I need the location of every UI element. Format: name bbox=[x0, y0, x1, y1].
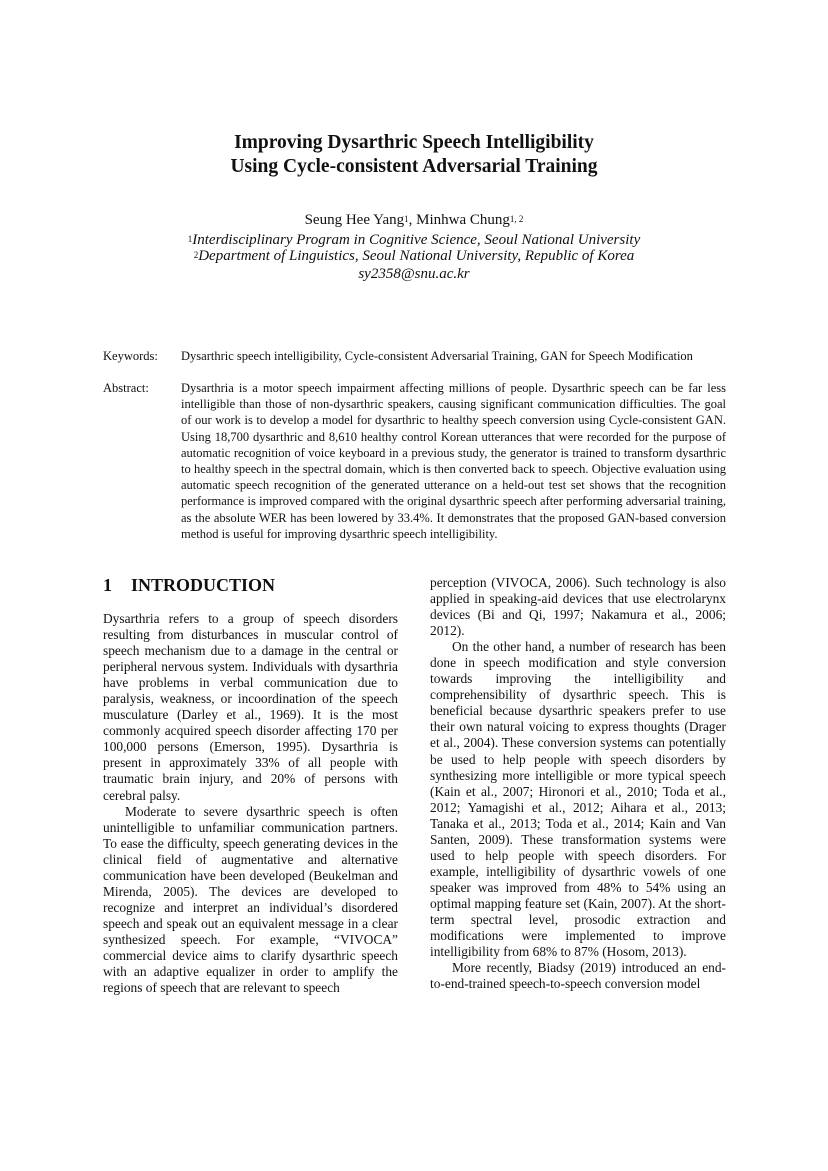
author-email: sy2358@snu.ac.kr bbox=[358, 266, 470, 282]
keywords-label: Keywords: bbox=[103, 349, 158, 363]
abstract-text: Dysarthria is a motor speech impairment affecting millions of people. Dysarthric speech can be far less intelligible than those of non-dysarthric speakers, causing significant communication difficulties. The goal of our work is to develop a model for dysarthric to healthy speech conversion using Cycle-consistent GAN. Using 18,700 dysarthric and 8,610 healthy control Korean utterances that were recorded for the purpose of automatic recognition of voice keyboard in a previous study, the generator is trained to transform dysarthric to healthy speech in the spectral domain, which is then converted back to speech. Objective evaluation using automatic speech recognition of the generated utterance on a held-out test set shows that the recognition performance is improved compared with the original dysarthric speech after performing adversarial training, as the absolute WER has been lowered by 33.4%. It demonstrates that the proposed GAN-based conversion method is useful for improving dysarthric speech intelligibility. bbox=[181, 381, 726, 541]
author-separator: , bbox=[408, 212, 417, 228]
author-affiliation-mark: 1, 2 bbox=[509, 214, 524, 224]
body-paragraph: More recently, Biadsy (2019) introduced an end-to-end-trained speech-to-speech conversion model bbox=[430, 960, 726, 992]
author-affiliation-mark: 1 bbox=[404, 214, 409, 224]
author-name: Minhwa Chung bbox=[416, 212, 510, 228]
section-number: 1 bbox=[103, 575, 112, 595]
author-name: Seung Hee Yang bbox=[304, 212, 405, 228]
paper-title-line-2: Using Cycle-consistent Adversarial Training bbox=[230, 156, 598, 177]
body-paragraph: perception (VIVOCA, 2006). Such technology is also applied in speaking-aid devices that use electrolarynx devices (Bi and Qi, 1997; Nakamura et al., 2006; 2012). bbox=[430, 575, 726, 639]
left-column bbox=[103, 611, 398, 996]
paper-title-line-1: Improving Dysarthric Speech Intelligibility bbox=[234, 132, 594, 153]
section-title: INTRODUCTION bbox=[131, 575, 276, 595]
affiliation-text: Interdisciplinary Program in Cognitive Science, Seoul National University bbox=[192, 232, 641, 248]
affiliation-mark: 1 bbox=[187, 234, 193, 244]
right-column bbox=[430, 575, 726, 992]
abstract-label: Abstract: bbox=[103, 381, 149, 395]
body-paragraph: On the other hand, a number of research has been done in speech modification and style conversion towards improving the intelligibility and comprehensibility of dysarthric speech. This is beneficial because dysarthric speakers prefer to use their own natural voicing to express thoughts (Drager et al., 2004). These conversion systems can potentially be used to help people with speech disorders by synthesizing more intelligible or more typical speech (Kain et al., 2007; Hironori et al., 2010; Toda et al., 2012; Yamagishi et al., 2012; Aihara et al., 2013; Tanaka et al., 2013; Toda et al., 2014; Kain and Van Santen, 2009). These transformation systems were used to help people with speech disorders. For example, intelligibility of dysarthric vowels of one speaker was improved from 48% to 54% using an optimal mapping feature set (Kain, 2007). At the short-term spectral level, prosodic extraction and modifications were implemented to improve intelligibility from 68% to 87% (Hosom, 2013). bbox=[430, 639, 726, 960]
section-heading bbox=[103, 574, 275, 596]
body-paragraph: Dysarthria refers to a group of speech disorders resulting from disturbances in muscular control of speech mechanism due to a damage in the central or peripheral nervous system. Individuals with dysarthria have problems in verbal communication due to paralysis, weakness, or incoordination of the speech musculature (Darley et al., 1969). It is the most commonly acquired speech disorder affecting 170 per 100,000 persons (Emerson, 1995). Dysarthria is present in approximately 33% of all people with traumatic brain injury, and 20% of persons with cerebral palsy. bbox=[103, 611, 398, 803]
affiliation-line bbox=[104, 246, 724, 266]
affiliation-mark: 2 bbox=[193, 250, 199, 260]
body-paragraph: Moderate to severe dysarthric speech is often unintelligible to unfamiliar communication partners. To ease the difficulty, speech generating devices in the clinical field of augmentative and alternative communication have been developed (Beukelman and Mirenda, 2005). The devices are developed to recognize and interpret an individual’s disordered speech and speak out an equivalent message in a clear synthesized speech. For example, “VIVOCA” commercial device aims to clarify dysarthric speech with an adaptive equalizer in order to amplify the regions of speech that are relevant to speech bbox=[103, 803, 398, 996]
author-list bbox=[104, 210, 724, 230]
affiliation-text: Department of Linguistics, Seoul National University, Republic of Korea bbox=[198, 248, 635, 264]
paper-title bbox=[104, 131, 724, 179]
keywords-text: Dysarthric speech intelligibility, Cycle-consistent Adversarial Training, GAN for Speech Modification bbox=[181, 349, 693, 363]
